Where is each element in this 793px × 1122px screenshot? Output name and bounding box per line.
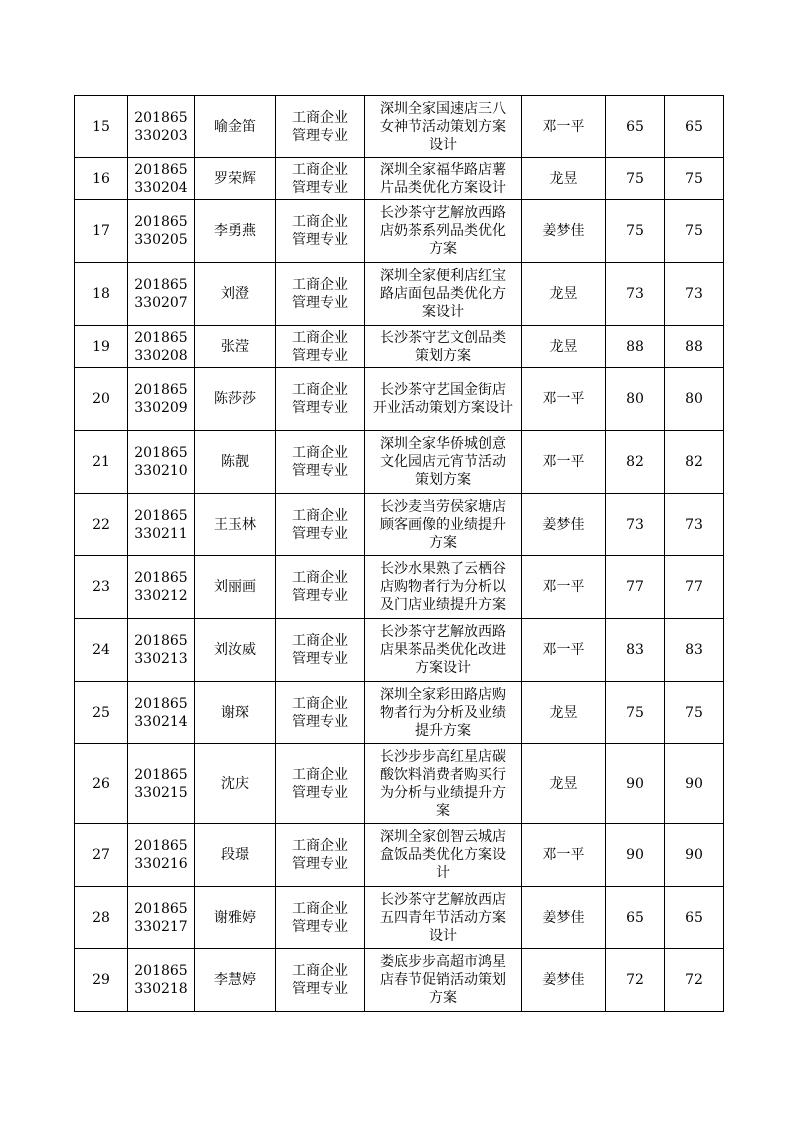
table-row	[75, 824, 724, 887]
score-cell: 73	[606, 263, 665, 326]
major-cell	[276, 619, 365, 682]
student-id-line: 201865	[134, 277, 188, 293]
final-score-cell: 73	[665, 494, 724, 556]
thesis-topic-line: 盒饭品类优化方案设	[380, 847, 506, 863]
score-cell: 75	[606, 158, 665, 200]
table-row	[75, 556, 724, 619]
thesis-topic-line: 案	[436, 802, 450, 819]
final-score-cell: 83	[665, 619, 724, 682]
student-id-line: 330204	[134, 179, 188, 196]
thesis-topic-line: 开业活动策划方案设计	[373, 400, 513, 416]
row-number-cell: 24	[75, 619, 128, 682]
student-id-line: 330215	[134, 784, 188, 801]
score-cell: 82	[606, 431, 665, 494]
major-line: 工商企业	[292, 161, 348, 178]
table-row	[75, 431, 724, 494]
row-number-cell: 20	[75, 368, 128, 431]
student-id-cell	[128, 556, 195, 619]
row-number-cell: 23	[75, 556, 128, 619]
thesis-topic-cell	[365, 200, 522, 263]
thesis-topic-line: 策划方案	[415, 347, 471, 364]
thesis-topic-line: 方案	[429, 534, 457, 551]
major-cell	[276, 368, 365, 431]
thesis-topic-line: 深圳全家华侨城创意	[380, 436, 506, 452]
table-row	[75, 263, 724, 326]
table-row	[75, 200, 724, 263]
major-line: 管理专业	[292, 784, 348, 801]
student-id-line: 201865	[134, 633, 188, 649]
thesis-topic-line: 策划方案	[415, 472, 471, 488]
thesis-topic-line: 长沙水果熟了云栖谷	[380, 561, 506, 577]
advisor-cell: 龙昱	[522, 326, 606, 368]
student-name-cell: 张滢	[195, 326, 276, 368]
student-name-cell: 谢雅婷	[195, 887, 276, 949]
student-name-cell: 李慧婷	[195, 949, 276, 1012]
thesis-topic-cell	[365, 619, 522, 682]
thesis-topic-cell	[365, 887, 522, 949]
major-cell	[276, 682, 365, 744]
thesis-topic-cell	[365, 96, 522, 158]
major-cell	[276, 263, 365, 326]
thesis-topic-line: 长沙茶守艺解放西路	[380, 624, 506, 640]
thesis-topic-line: 及门店业绩提升方案	[380, 597, 506, 613]
grade-table	[74, 95, 724, 1012]
final-score-cell: 65	[665, 96, 724, 158]
thesis-topic-line: 深圳全家彩田路店购	[380, 686, 506, 703]
student-name-cell: 陈莎莎	[195, 368, 276, 431]
student-name-cell: 刘丽画	[195, 556, 276, 619]
row-number-cell: 18	[75, 263, 128, 326]
advisor-cell: 姜梦佳	[522, 200, 606, 263]
student-id-cell	[128, 744, 195, 824]
advisor-cell: 龙昱	[522, 158, 606, 200]
major-line: 管理专业	[292, 856, 348, 872]
thesis-topic-line: 长沙麦当劳侯家塘店	[380, 498, 506, 515]
major-line: 工商企业	[292, 329, 348, 346]
student-name-cell: 王玉林	[195, 494, 276, 556]
thesis-topic-line: 店果茶品类优化改进	[380, 642, 506, 658]
advisor-cell: 邓一平	[522, 431, 606, 494]
student-id-line: 330205	[134, 232, 188, 248]
student-id-line: 330212	[134, 588, 188, 604]
major-line: 工商企业	[292, 277, 348, 293]
student-id-cell	[128, 326, 195, 368]
advisor-cell: 姜梦佳	[522, 887, 606, 949]
score-cell: 65	[606, 887, 665, 949]
score-cell: 72	[606, 949, 665, 1012]
student-id-cell	[128, 158, 195, 200]
thesis-topic-line: 文化园店元宵节活动	[380, 454, 506, 470]
thesis-topic-line: 设计	[429, 927, 457, 944]
student-id-cell	[128, 200, 195, 263]
student-id-cell	[128, 368, 195, 431]
student-id-line: 201865	[134, 900, 188, 917]
student-id-line: 330208	[134, 347, 188, 364]
score-cell: 73	[606, 494, 665, 556]
major-line: 管理专业	[292, 400, 348, 416]
table-row	[75, 96, 724, 158]
final-score-cell: 75	[665, 158, 724, 200]
major-line: 工商企业	[292, 109, 348, 126]
score-cell: 75	[606, 200, 665, 263]
row-number-cell: 25	[75, 682, 128, 744]
final-score-cell: 88	[665, 326, 724, 368]
advisor-cell: 邓一平	[522, 556, 606, 619]
thesis-topic-line: 顾客画像的业绩提升	[380, 516, 506, 533]
thesis-topic-line: 提升方案	[415, 722, 471, 739]
thesis-topic-line: 长沙步步高红星店碳	[380, 748, 506, 765]
thesis-topic-line: 深圳全家国速店三八	[380, 100, 506, 117]
advisor-cell: 姜梦佳	[522, 949, 606, 1012]
student-id-line: 201865	[134, 445, 188, 461]
thesis-topic-cell	[365, 744, 522, 824]
major-line: 管理专业	[292, 463, 348, 479]
student-name-cell: 喻金笛	[195, 96, 276, 158]
major-line: 工商企业	[292, 633, 348, 649]
major-cell	[276, 494, 365, 556]
major-cell	[276, 200, 365, 263]
thesis-topic-cell	[365, 824, 522, 887]
table-row	[75, 682, 724, 744]
student-name-cell: 沈庆	[195, 744, 276, 824]
table-row	[75, 326, 724, 368]
thesis-topic-line: 片品类优化方案设计	[380, 179, 506, 196]
student-name-cell: 李勇燕	[195, 200, 276, 263]
table-row	[75, 494, 724, 556]
thesis-topic-line: 为分析与业绩提升方	[380, 784, 506, 801]
student-id-cell	[128, 824, 195, 887]
row-number-cell: 27	[75, 824, 128, 887]
thesis-topic-line: 计	[436, 865, 450, 881]
row-number-cell: 21	[75, 431, 128, 494]
table-row	[75, 619, 724, 682]
score-cell: 88	[606, 326, 665, 368]
student-id-line: 330209	[134, 400, 188, 416]
thesis-topic-cell	[365, 158, 522, 200]
student-id-line: 201865	[134, 963, 188, 979]
student-id-cell	[128, 494, 195, 556]
thesis-topic-line: 案设计	[422, 304, 464, 320]
advisor-cell: 龙昱	[522, 263, 606, 326]
table-row	[75, 887, 724, 949]
thesis-topic-cell	[365, 494, 522, 556]
thesis-topic-cell	[365, 263, 522, 326]
major-line: 管理专业	[292, 651, 348, 667]
student-id-line: 201865	[134, 766, 188, 783]
row-number-cell: 16	[75, 158, 128, 200]
advisor-cell: 邓一平	[522, 368, 606, 431]
student-id-line: 201865	[134, 695, 188, 712]
advisor-cell: 龙昱	[522, 744, 606, 824]
student-name-cell: 陈靓	[195, 431, 276, 494]
major-line: 管理专业	[292, 713, 348, 730]
final-score-cell: 75	[665, 682, 724, 744]
student-id-line: 330218	[134, 981, 188, 997]
student-id-line: 201865	[134, 109, 188, 126]
score-cell: 90	[606, 824, 665, 887]
thesis-topic-line: 长沙茶守艺国金街店	[380, 382, 506, 398]
student-id-line: 330214	[134, 713, 188, 730]
advisor-cell: 邓一平	[522, 96, 606, 158]
row-number-cell: 17	[75, 200, 128, 263]
student-id-line: 330216	[134, 856, 188, 872]
student-name-cell: 谢琛	[195, 682, 276, 744]
thesis-topic-line: 酸饮料消费者购买行	[380, 766, 506, 783]
major-cell	[276, 96, 365, 158]
student-id-cell	[128, 887, 195, 949]
advisor-cell: 龙昱	[522, 682, 606, 744]
student-name-cell: 刘汝威	[195, 619, 276, 682]
thesis-topic-line: 女神节活动策划方案	[380, 118, 506, 135]
thesis-topic-line: 路店面包品类优化方	[380, 286, 506, 302]
thesis-topic-line: 长沙茶守艺解放西路	[380, 205, 506, 221]
major-cell	[276, 556, 365, 619]
student-id-cell	[128, 619, 195, 682]
major-cell	[276, 158, 365, 200]
student-id-cell	[128, 682, 195, 744]
major-cell	[276, 949, 365, 1012]
student-id-line: 330207	[134, 295, 188, 311]
row-number-cell: 28	[75, 887, 128, 949]
student-id-line: 330213	[134, 651, 188, 667]
student-id-line: 201865	[134, 570, 188, 586]
table-row	[75, 158, 724, 200]
major-cell	[276, 824, 365, 887]
student-id-cell	[128, 96, 195, 158]
major-line: 管理专业	[292, 981, 348, 997]
student-id-line: 330211	[134, 525, 188, 542]
major-line: 管理专业	[292, 347, 348, 364]
student-id-line: 330203	[134, 127, 188, 144]
thesis-topic-line: 五四青年节活动方案	[380, 909, 506, 926]
score-cell: 90	[606, 744, 665, 824]
major-line: 管理专业	[292, 918, 348, 935]
major-line: 工商企业	[292, 900, 348, 917]
table-row	[75, 368, 724, 431]
final-score-cell: 65	[665, 887, 724, 949]
thesis-topic-line: 设计	[429, 136, 457, 153]
table-row	[75, 744, 724, 824]
thesis-topic-cell	[365, 368, 522, 431]
score-cell: 77	[606, 556, 665, 619]
student-name-cell: 罗荣辉	[195, 158, 276, 200]
thesis-topic-cell	[365, 431, 522, 494]
thesis-topic-line: 方案设计	[415, 660, 471, 676]
thesis-topic-cell	[365, 949, 522, 1012]
score-cell: 65	[606, 96, 665, 158]
final-score-cell: 90	[665, 824, 724, 887]
major-cell	[276, 744, 365, 824]
student-id-line: 201865	[134, 161, 188, 178]
final-score-cell: 90	[665, 744, 724, 824]
score-cell: 83	[606, 619, 665, 682]
student-id-line: 201865	[134, 329, 188, 346]
thesis-topic-line: 长沙茶守艺解放西店	[380, 891, 506, 908]
major-line: 工商企业	[292, 445, 348, 461]
score-cell: 75	[606, 682, 665, 744]
thesis-topic-line: 方案	[429, 990, 457, 1006]
thesis-topic-cell	[365, 682, 522, 744]
student-id-line: 201865	[134, 507, 188, 524]
student-id-line: 330210	[134, 463, 188, 479]
thesis-topic-line: 店春节促销活动策划	[380, 972, 506, 988]
final-score-cell: 75	[665, 200, 724, 263]
student-id-cell	[128, 263, 195, 326]
student-name-cell: 段璟	[195, 824, 276, 887]
student-id-line: 201865	[134, 838, 188, 854]
major-line: 工商企业	[292, 963, 348, 979]
final-score-cell: 72	[665, 949, 724, 1012]
major-cell	[276, 431, 365, 494]
major-line: 管理专业	[292, 588, 348, 604]
table-row	[75, 949, 724, 1012]
student-id-line: 201865	[134, 382, 188, 398]
table-body	[75, 96, 724, 1012]
final-score-cell: 73	[665, 263, 724, 326]
major-line: 管理专业	[292, 127, 348, 144]
major-line: 工商企业	[292, 507, 348, 524]
major-cell	[276, 887, 365, 949]
thesis-topic-line: 长沙茶守艺文创品类	[380, 329, 506, 346]
major-line: 工商企业	[292, 214, 348, 230]
final-score-cell: 82	[665, 431, 724, 494]
student-name-cell: 刘澄	[195, 263, 276, 326]
advisor-cell: 姜梦佳	[522, 494, 606, 556]
advisor-cell: 邓一平	[522, 619, 606, 682]
major-cell	[276, 326, 365, 368]
thesis-topic-line: 方案	[429, 241, 457, 257]
row-number-cell: 26	[75, 744, 128, 824]
student-id-line: 330217	[134, 918, 188, 935]
row-number-cell: 22	[75, 494, 128, 556]
final-score-cell: 80	[665, 368, 724, 431]
major-line: 管理专业	[292, 525, 348, 542]
advisor-cell: 邓一平	[522, 824, 606, 887]
thesis-topic-cell	[365, 326, 522, 368]
major-line: 工商企业	[292, 838, 348, 854]
score-cell: 80	[606, 368, 665, 431]
major-line: 工商企业	[292, 570, 348, 586]
major-line: 管理专业	[292, 179, 348, 196]
thesis-topic-line: 深圳全家便利店红宝	[380, 268, 506, 284]
thesis-topic-line: 物者行为分析及业绩	[380, 704, 506, 721]
student-id-cell	[128, 431, 195, 494]
row-number-cell: 29	[75, 949, 128, 1012]
thesis-topic-line: 深圳全家创智云城店	[380, 829, 506, 845]
student-id-line: 201865	[134, 214, 188, 230]
thesis-topic-line: 娄底步步高超市鸿星	[380, 954, 506, 970]
thesis-topic-line: 店购物者行为分析以	[380, 579, 506, 595]
student-id-cell	[128, 949, 195, 1012]
major-line: 工商企业	[292, 695, 348, 712]
thesis-topic-line: 深圳全家福华路店薯	[380, 161, 506, 178]
row-number-cell: 15	[75, 96, 128, 158]
thesis-topic-line: 店奶茶系列品类优化	[380, 223, 506, 239]
major-line: 工商企业	[292, 766, 348, 783]
row-number-cell: 19	[75, 326, 128, 368]
thesis-topic-cell	[365, 556, 522, 619]
major-line: 工商企业	[292, 382, 348, 398]
final-score-cell: 77	[665, 556, 724, 619]
major-line: 管理专业	[292, 232, 348, 248]
major-line: 管理专业	[292, 295, 348, 311]
